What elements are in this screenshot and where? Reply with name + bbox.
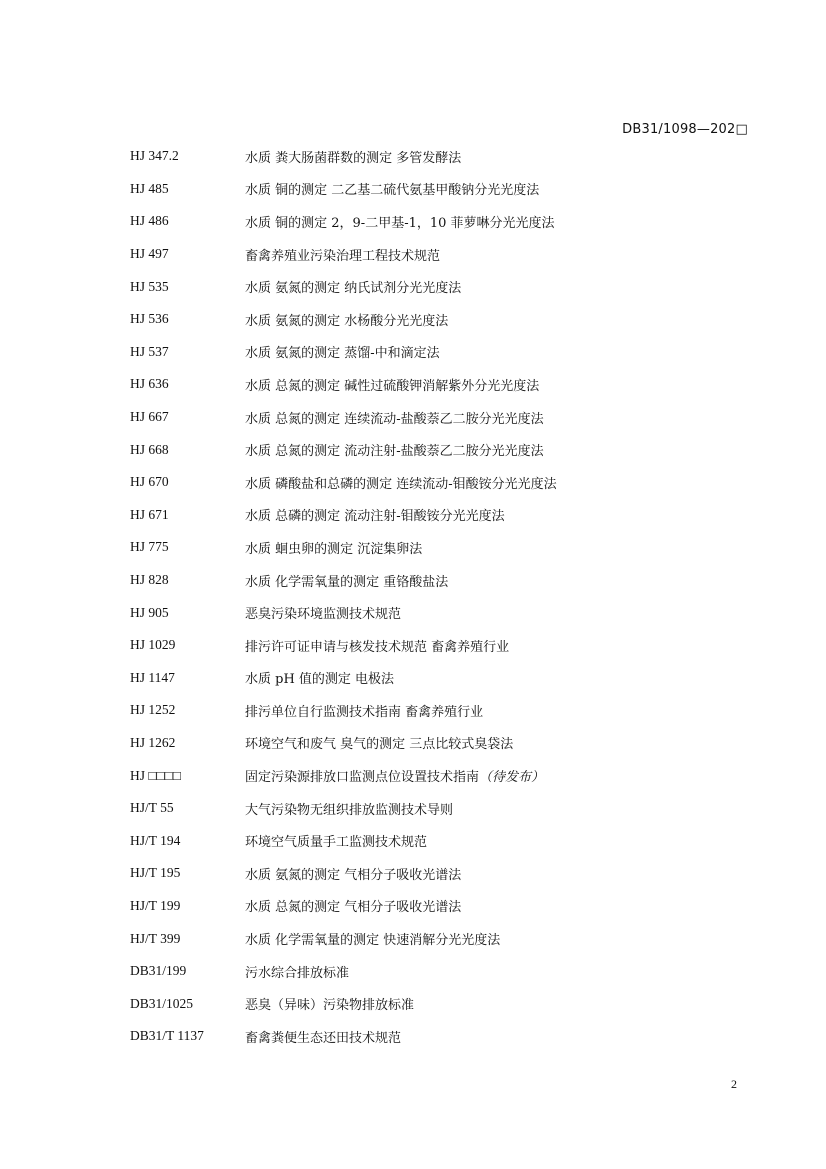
standard-title: 畜禽养殖业污染治理工程技术规范 xyxy=(245,248,441,264)
normative-references-list xyxy=(130,140,770,1053)
standard-code: HJ 636 xyxy=(130,376,169,392)
reference-row xyxy=(130,303,770,336)
reference-row xyxy=(130,466,770,499)
reference-row xyxy=(130,727,770,760)
standard-code: HJ 670 xyxy=(130,474,169,490)
reference-row xyxy=(130,270,770,303)
standard-code: HJ 486 xyxy=(130,213,169,229)
standard-code: HJ 536 xyxy=(130,311,169,327)
standard-title: 水质 化学需氧量的测定 快速消解分光光度法 xyxy=(245,933,501,949)
standard-code: HJ 775 xyxy=(130,539,169,555)
reference-row xyxy=(130,140,770,173)
standard-code: HJ/T 194 xyxy=(130,832,181,848)
standard-title: 排污许可证申请与核发技术规范 畜禽养殖行业 xyxy=(245,639,510,655)
reference-row xyxy=(130,1020,770,1053)
standard-code: DB31/T 1137 xyxy=(130,1028,204,1044)
standard-code: DB31/1025 xyxy=(130,995,194,1011)
reference-row xyxy=(130,629,770,662)
standard-code: HJ/T 399 xyxy=(130,930,181,946)
standard-title: 恶臭污染环境监测技术规范 xyxy=(245,607,402,623)
standard-code: HJ 537 xyxy=(130,343,169,359)
standard-code: HJ 667 xyxy=(130,409,169,425)
standard-title xyxy=(245,766,770,785)
standard-title-text: 固定污染源排放口监测点位设置技术指南 xyxy=(245,770,480,786)
standard-title: 水质 粪大肠菌群数的测定 多管发酵法 xyxy=(245,150,462,166)
reference-row xyxy=(130,336,770,369)
reference-row xyxy=(130,792,770,825)
standard-code: HJ 828 xyxy=(130,572,169,588)
standard-code: HJ/T 199 xyxy=(130,897,181,913)
standard-title: 水质 蛔虫卵的测定 沉淀集卵法 xyxy=(245,541,423,557)
pending-release-note: （待发布） xyxy=(479,770,545,786)
standard-title: 排污单位自行监测技术指南 畜禽养殖行业 xyxy=(245,704,484,720)
reference-row xyxy=(130,401,770,434)
reference-row xyxy=(130,890,770,923)
reference-row xyxy=(130,922,770,955)
standard-title: 恶臭（异味）污染物排放标准 xyxy=(245,998,415,1014)
page-number: 2 xyxy=(731,1077,737,1091)
standard-title: 水质 磷酸盐和总磷的测定 连续流动-钼酸铵分光光度法 xyxy=(245,476,557,492)
standard-title: 水质 总氮的测定 碱性过硫酸钾消解紫外分光光度法 xyxy=(245,378,540,394)
standard-title: 水质 总磷的测定 流动注射-钼酸铵分光光度法 xyxy=(245,509,505,525)
reference-row xyxy=(130,759,770,792)
reference-row xyxy=(130,987,770,1020)
standard-title: 水质 氨氮的测定 蒸馏-中和滴定法 xyxy=(245,346,440,362)
standard-title: 水质 化学需氧量的测定 重铬酸盐法 xyxy=(245,574,449,590)
reference-row xyxy=(130,955,770,988)
reference-row xyxy=(130,694,770,727)
standard-title: 畜禽粪便生态还田技术规范 xyxy=(245,1030,402,1046)
reference-row xyxy=(130,205,770,238)
standard-title: 水质 氨氮的测定 纳氏试剂分光光度法 xyxy=(245,281,462,297)
reference-row xyxy=(130,857,770,890)
reference-row xyxy=(130,238,770,271)
standard-title: 水质 总氮的测定 连续流动-盐酸萘乙二胺分光光度法 xyxy=(245,411,544,427)
standard-title: 水质 氨氮的测定 水杨酸分光光度法 xyxy=(245,313,449,329)
standard-code: HJ 905 xyxy=(130,604,169,620)
reference-row xyxy=(130,499,770,532)
standard-code: HJ/T 55 xyxy=(130,800,174,816)
reference-row xyxy=(130,368,770,401)
standard-code: HJ 1252 xyxy=(130,702,176,718)
standard-code: HJ 1029 xyxy=(130,637,176,653)
standard-code: HJ □□□□ xyxy=(130,767,181,783)
standard-title: 环境空气质量手工监测技术规范 xyxy=(245,835,428,851)
standard-title: 环境空气和废气 臭气的测定 三点比较式臭袋法 xyxy=(245,737,514,753)
reference-row xyxy=(130,662,770,695)
standard-code: HJ 1147 xyxy=(130,669,175,685)
standard-title: 水质 总氮的测定 流动注射-盐酸萘乙二胺分光光度法 xyxy=(245,444,544,460)
reference-row xyxy=(130,531,770,564)
standard-code: HJ/T 195 xyxy=(130,865,181,881)
standard-title: 水质 铜的测定 2，9-二甲基-1，10 菲萝啉分光光度法 xyxy=(245,215,555,231)
reference-row xyxy=(130,824,770,857)
standard-title: 污水综合排放标准 xyxy=(245,965,350,981)
reference-row xyxy=(130,596,770,629)
standard-code: HJ 1262 xyxy=(130,734,176,750)
standard-code: HJ 497 xyxy=(130,246,169,262)
document-id-header: DB31/1098—202□ xyxy=(622,122,748,137)
reference-row xyxy=(130,173,770,206)
reference-row xyxy=(130,433,770,466)
standard-title: 水质 铜的测定 二乙基二硫代氨基甲酸钠分光光度法 xyxy=(245,183,540,199)
reference-row xyxy=(130,564,770,597)
standard-title: 水质 氨氮的测定 气相分子吸收光谱法 xyxy=(245,867,462,883)
standard-code: HJ 535 xyxy=(130,278,169,294)
standard-code: HJ 347.2 xyxy=(130,148,179,164)
standard-title: 大气污染物无组织排放监测技术导则 xyxy=(245,802,454,818)
standard-code: HJ 485 xyxy=(130,180,169,196)
standard-code: HJ 668 xyxy=(130,441,169,457)
standard-title: 水质 总氮的测定 气相分子吸收光谱法 xyxy=(245,900,462,916)
standard-code: HJ 671 xyxy=(130,506,169,522)
standard-code: DB31/199 xyxy=(130,963,187,979)
standard-title: 水质 pH 值的测定 电极法 xyxy=(245,672,395,688)
